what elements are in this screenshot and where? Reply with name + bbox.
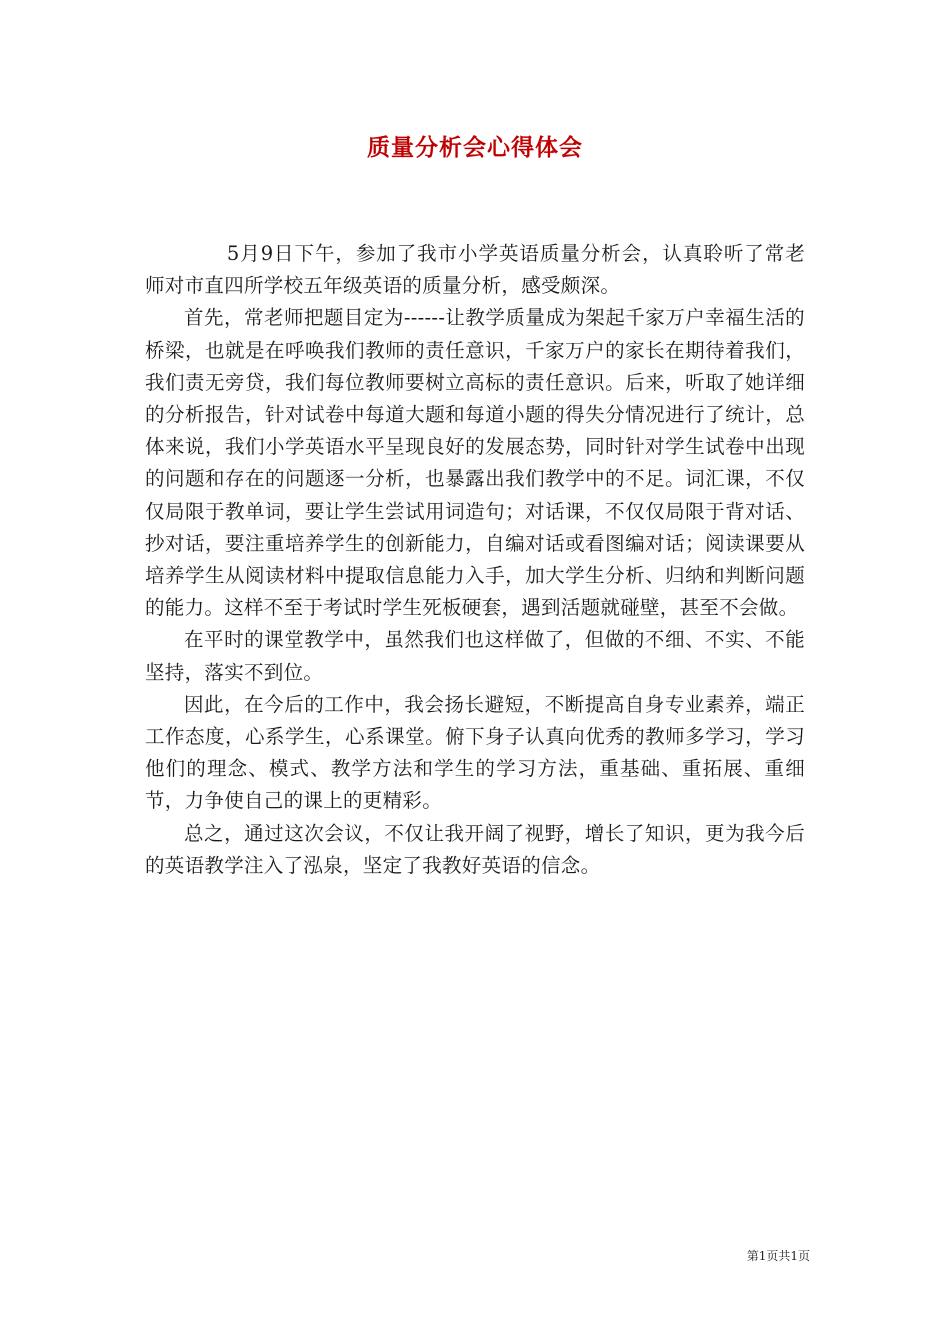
paragraph-4: 因此，在今后的工作中，我会扬长避短，不断提高自身专业素养，端正工作态度，心系学生，心系课堂。俯下身子认真向优秀的教师多学习，学习他们的理念、模式、教学方法和学生的学习方法，重基础、重拓展、重细节，力争使自己的课上的更精彩。 bbox=[145, 692, 805, 813]
page-title: 质量分析会心得体会 bbox=[367, 134, 583, 161]
document-body bbox=[145, 238, 805, 882]
paragraph-2: 首先，常老师把题目定为------让教学质量成为架起千家万户幸福生活的桥梁，也就是在呼唤我们教师的责任意识，千家万户的家长在期待着我们，我们责无旁贷，我们每位教师要树立高标的责任意识。后来，听取了她详细的分析报告，针对试卷中每道大题和每道小题的得失分情况进行了统计，总体来说，我们小学英语水平呈现良好的发展态势，同时针对学生试卷中出现的问题和存在的问题逐一分析，也暴露出我们教学中的不足。词汇课，不仅仅局限于教单词，要让学生尝试用词造句；对话课，不仅仅局限于背对话、抄对话，要注重培养学生的创新能力，自编对话或看图编对话；阅读课要从培养学生从阅读材料中提取信息能力入手，加大学生分析、归纳和判断问题的能力。这样不至于考试时学生死板硬套，遇到活题就碰壁，甚至不会做。 bbox=[145, 306, 805, 620]
paragraph-5: 总之，通过这次会议，不仅让我开阔了视野，增长了知识，更为我今后的英语教学注入了泓泉，坚定了我教好英语的信念。 bbox=[145, 821, 805, 877]
page-number: 第1页共1页 bbox=[746, 1249, 810, 1263]
paragraph-3: 在平时的课堂教学中，虽然我们也这样做了，但做的不细、不实、不能坚持，落实不到位。 bbox=[145, 628, 805, 684]
paragraph-1: 5月9日下午，参加了我市小学英语质量分析会，认真聆听了常老师对市直四所学校五年级英语的质量分析，感受颇深。 bbox=[145, 242, 805, 298]
